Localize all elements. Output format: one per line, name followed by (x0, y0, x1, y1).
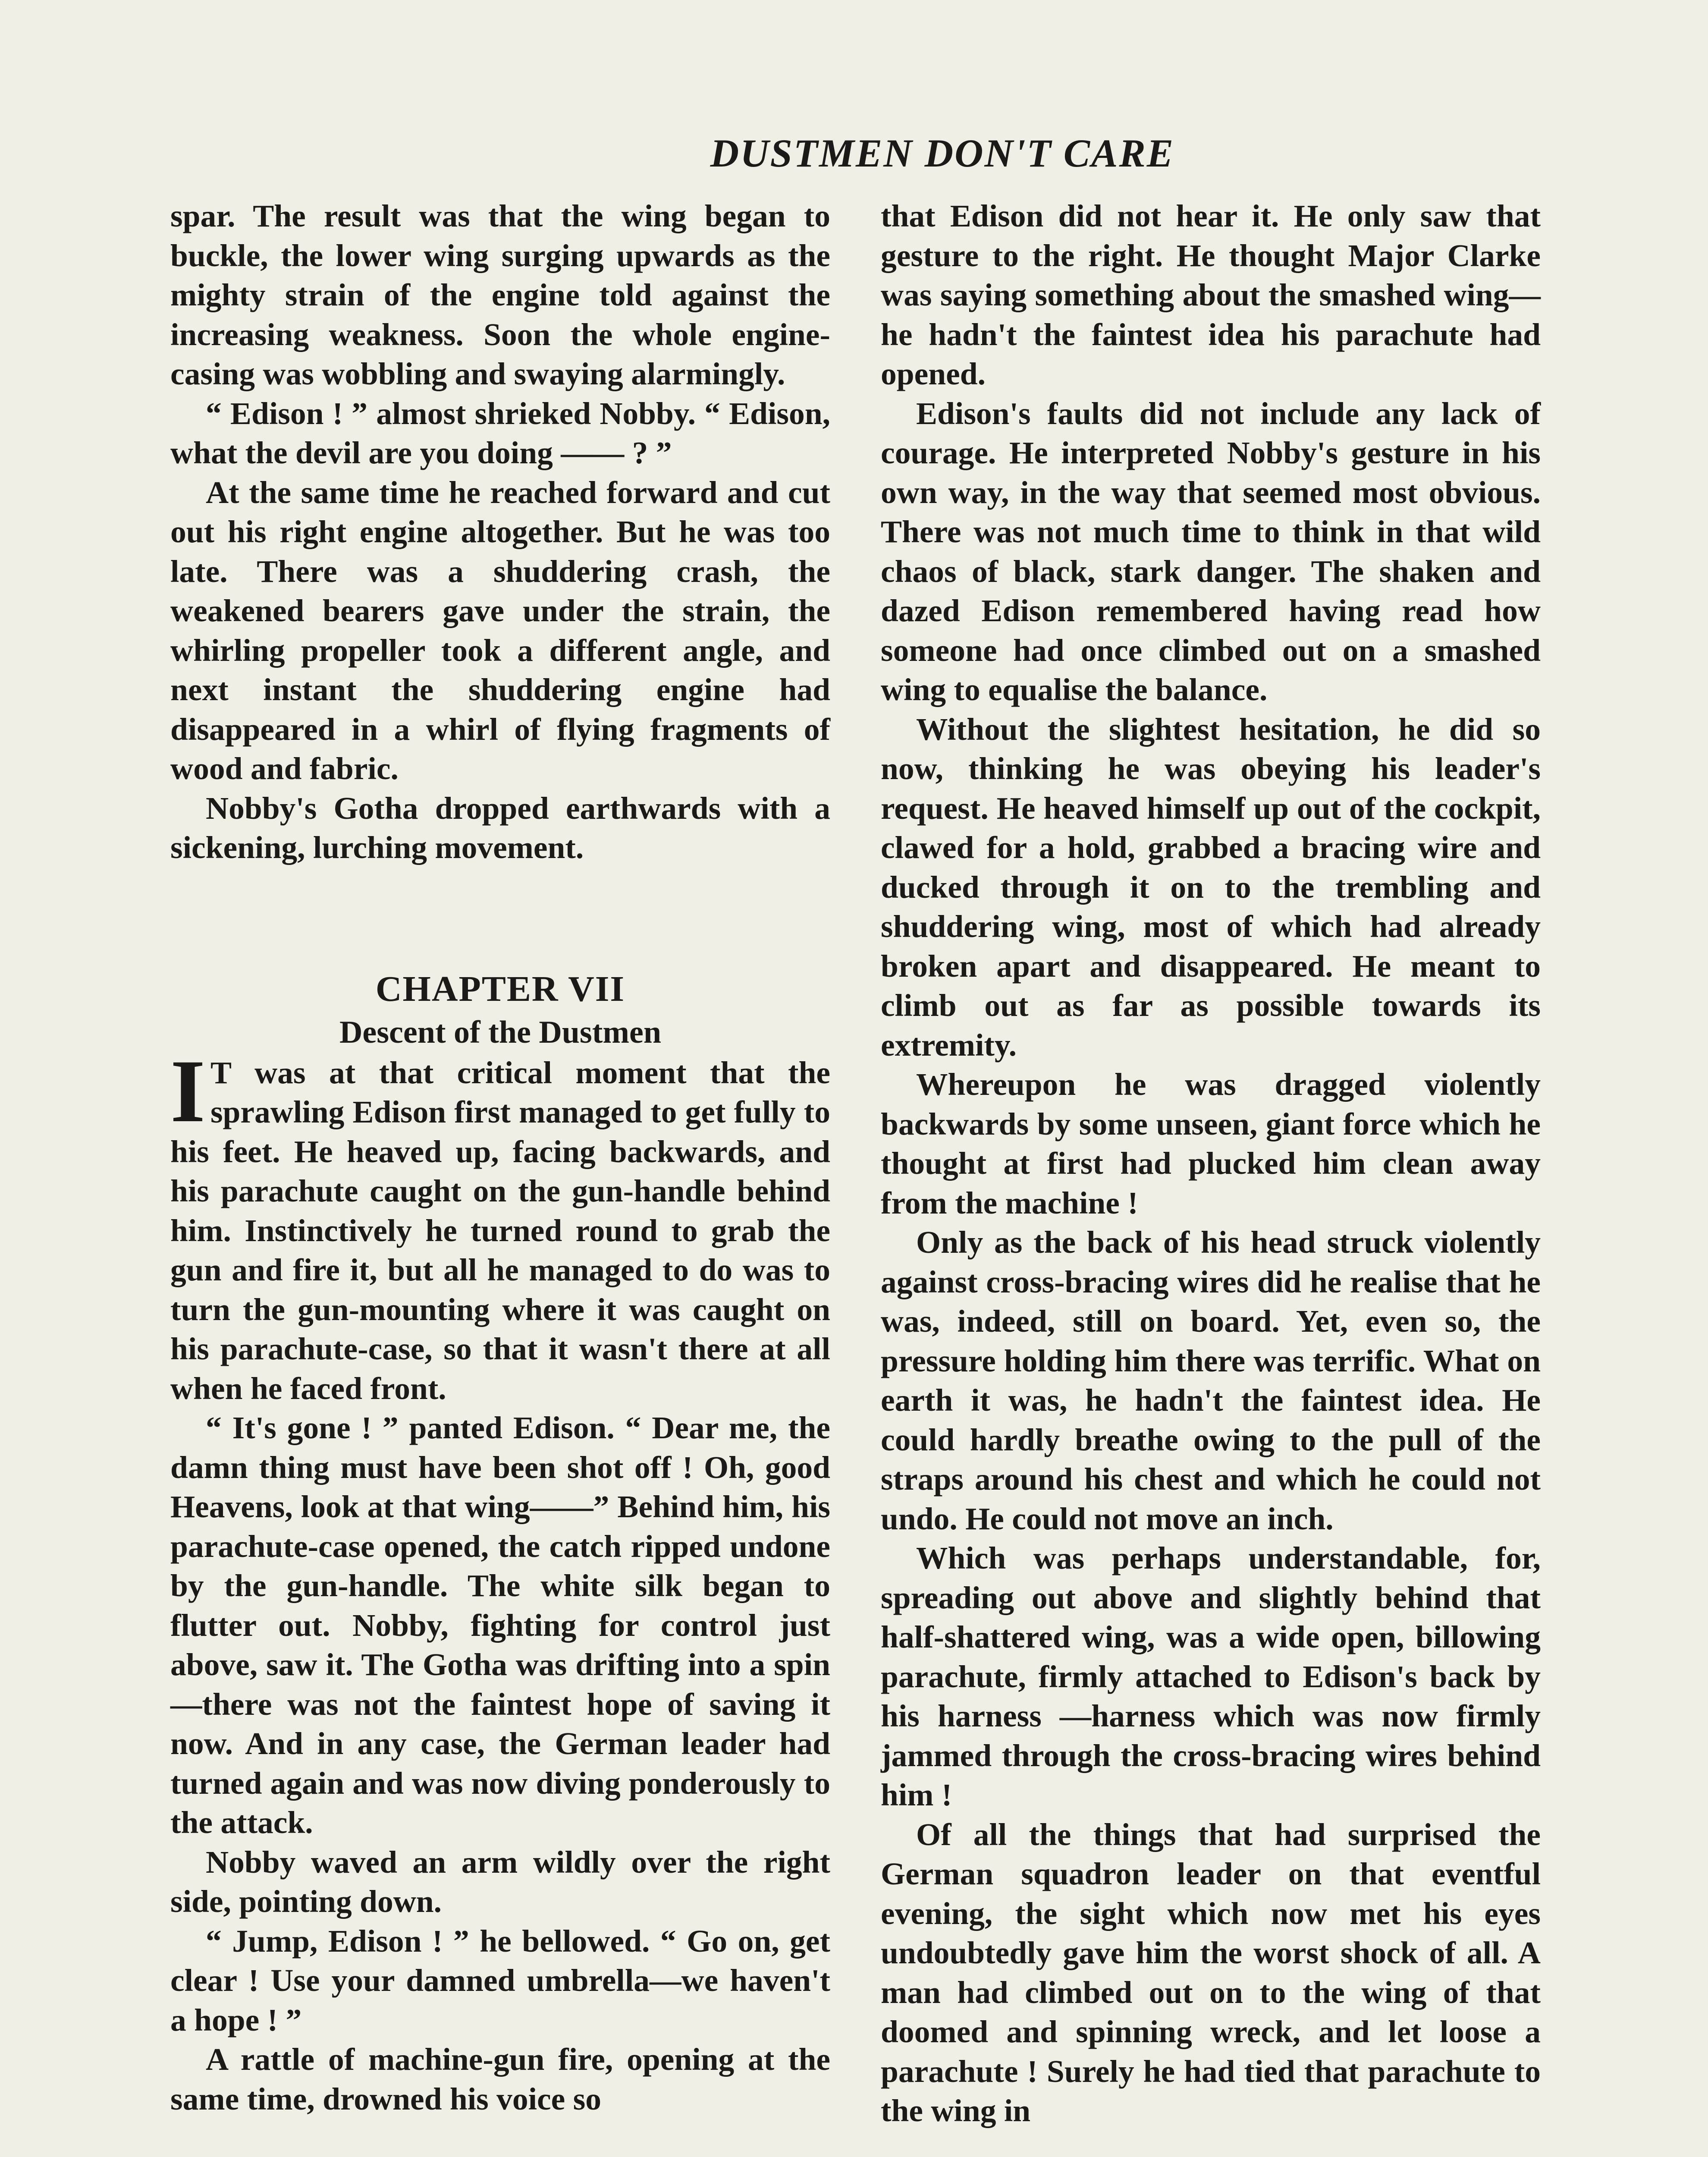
chapter-subtitle: Descent of the Dustmen (339, 1014, 662, 1050)
paragraph: A rattle of machine-gun fire, opening at the same time, drowned his voice so (170, 2042, 830, 2116)
paragraph: Nobby's Gotha dropped earthwards with a sickening, lurching movement. (170, 790, 830, 865)
paragraph: Which was perhaps understandable, for, spreading out above and slightly behind that half-shattered wing, was a wide open, billowing parachute, firmly attached to Edison's back by his harness —harness which was now firmly jammed through the cross-bracing wires behind him ! (881, 1541, 1541, 1812)
left-column (170, 196, 830, 2119)
paragraph: Without the slightest hesitation, he did so now, thinking he was obeying his leader's request. He heaved himself up out of the cockpit, clawed for a hold, grabbed a bracing wire and ducked through it on to the trembling and shuddering wing, most of which had already broken apart and disappeared. He meant to climb out as far as possible towards its extremity. (881, 711, 1541, 1063)
paragraph: spar. The result was that the wing began to buckle, the lower wing surging upwards as the mighty strain of the engine told against the increasing weakness. Soon the whole engine-casing was wobbling and swaying alarmingly. (170, 198, 830, 391)
opening-paragraph-text: T was at that critical moment that the sprawling Edison first managed to get fully to his feet. He heaved up, facing backwards, and his parachute caught on the gun-handle behind him. Instinctively he turned round to grab the gun and fire it, but all he managed to do was to turn the gun-mounting where it was caught on his parachute-case, so that it wasn't there at all when he faced front. (170, 1055, 830, 1406)
paragraph: Nobby waved an arm wildly over the right side, pointing down. (170, 1844, 830, 1919)
paragraph: “ Jump, Edison ! ” he bellowed. “ Go on, get clear ! Use your damned umbrella—we haven't a hope ! ” (170, 1923, 830, 2038)
drop-cap: I (170, 1041, 205, 1141)
chapter-heading (170, 967, 830, 1053)
chapter-opening-paragraph (170, 1041, 830, 1409)
running-head: DUSTMEN DON'T CARE (710, 131, 1175, 175)
paragraph: that Edison did not hear it. He only saw that gesture to the right. He thought Major Clarke was saying something about the smashed wing—he hadn't the faintest idea his parachute had opened. (881, 198, 1541, 391)
paragraph: Only as the back of his head struck violently against cross-bracing wires did he realise that he was, indeed, still on board. Yet, even so, the pressure holding him there was terrific. What on earth it was, he hadn't the faintest idea. He could hardly breathe owing to the pull of the straps around his chest and which he could not undo. He could not move an inch. (881, 1225, 1541, 1536)
paragraph: Whereupon he was dragged violently backwards by some unseen, giant force which he thought at first had plucked him clean away from the machine ! (881, 1067, 1541, 1220)
paragraph: “ Edison ! ” almost shrieked Nobby. “ Edison, what the devil are you doing —— ? ” (170, 396, 830, 470)
chapter-title: CHAPTER VII (375, 968, 625, 1009)
paragraph: At the same time he reached forward and cut out his right engine altogether. But he was too late. There was a shuddering crash, the weakened bearers gave under the strain, the whirling propeller took a different angle, and next instant the shuddering engine had disappeared in a whirl of flying fragments of wood and fabric. (170, 475, 830, 786)
paragraph: Edison's faults did not include any lack of courage. He interpreted Nobby's gesture in his own way, in the way that seemed most obvious. There was not much time to think in that wild chaos of black, stark danger. The shaken and dazed Edison remembered having read how someone had once climbed out on a smashed wing to equalise the balance. (881, 396, 1541, 707)
right-column (881, 196, 1541, 2131)
paragraph: Of all the things that had surprised the German squadron leader on that eventful evening, the sight which now met his eyes undoubtedly gave him the worst shock of all. A man had climbed out on to the wing of that doomed and spinning wreck, and let loose a parachute ! Surely he had tied that parachute to the wing in (881, 1817, 1541, 2128)
paragraph: “ It's gone ! ” panted Edison. “ Dear me, the damn thing must have been shot off ! Oh, good Heavens, look at that wing——” Behind him, his parachute-case opened, the catch ripped undone by the gun-handle. The white silk began to flutter out. Nobby, fighting for control just above, saw it. The Gotha was drifting into a spin—there was not the faintest hope of saving it now. And in any case, the German leader had turned again and was now diving ponderously to the attack. (170, 1410, 830, 1840)
